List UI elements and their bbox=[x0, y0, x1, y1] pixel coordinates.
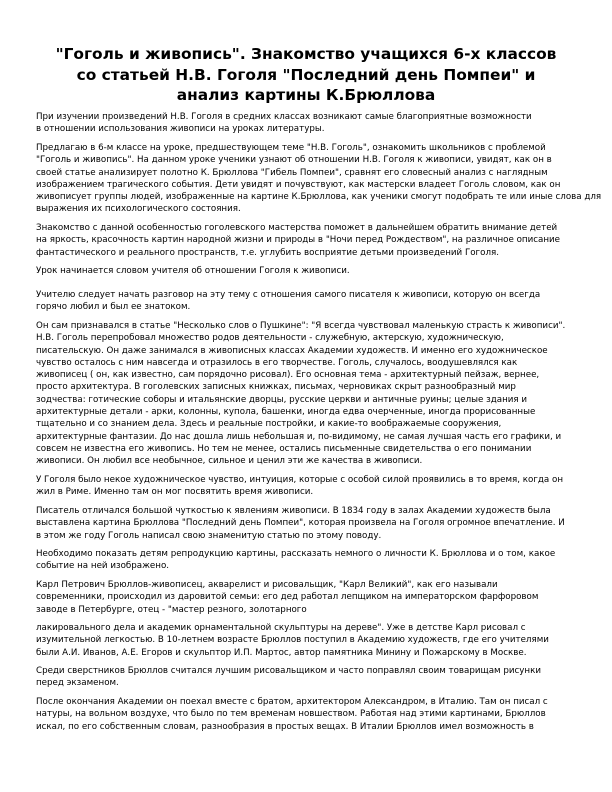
page-title bbox=[30, 44, 582, 106]
paragraph-gogol-artist bbox=[36, 320, 584, 468]
text-line: натуры, на вольном воздухе, что было по тем временам новшеством. Работая над этими картинами, Брюллов bbox=[36, 709, 546, 720]
text-line: горячо любил и был ее знатоком. bbox=[36, 302, 191, 313]
text-line: зодчества: готические соборы и итальянские дворцы, русские церкви и античные руины; целые здания и bbox=[36, 394, 528, 405]
text-line: Среди сверстников Брюллов считался лучшим рисовальщиком и часто поправлял своим товарищам рисунки bbox=[36, 666, 541, 676]
text-line: Предлагаю в 6-м классе на уроке, предшествующем теме "Н.В. Гоголь", ознакомить школьников с проблемой bbox=[36, 143, 546, 153]
text-line: архитектурные детали - арки, колонны, купола, башенки, иногда едва очерченные, иногда прорисованные bbox=[36, 407, 536, 418]
text-line: чувство осталось с ним навсегда и отразилось в его творчестве. Гоголь, случалось, воодушевлялся как bbox=[36, 357, 518, 368]
text-line: живописует группы людей, изображенные на картине К.Брюллова, как ученики смогут подобрать те или иные слова для bbox=[36, 192, 602, 203]
paragraph-mastery bbox=[36, 222, 584, 259]
text-line: Урок начинается словом учителя об отношении Гоголя к живописи. bbox=[36, 266, 350, 276]
text-line: жил в Риме. Именно там он мог посвятить время живописи. bbox=[36, 487, 314, 498]
text-line: У Гоголя было некое художническое чувство, интуиция, которые с особой силой проявились в то время, когда он bbox=[36, 475, 563, 485]
text-line: Учителю следует начать разговор на эту тему с отношения самого писателя к живописи, которую он всегда bbox=[36, 290, 541, 300]
text-line: искал, по его собственным словам, разнообразия в простых вещах. В Италии Брюллов имел возможность в bbox=[36, 721, 534, 732]
text-line: При изучении произведений Н.В. Гоголя в средних классах возникают самые благоприятные возможности bbox=[36, 112, 532, 122]
paragraph-exhibition bbox=[36, 505, 584, 542]
paragraph-draftsman bbox=[36, 665, 584, 690]
text-line: событие на ней изображено. bbox=[36, 561, 170, 572]
paragraph-academy bbox=[36, 622, 584, 659]
text-line: Н.В. Гоголь перепробовал множество родов деятельности - служебную, актерскую, художническую, bbox=[36, 333, 504, 344]
text-line: на яркость, красочность картин народной жизни и природы в "Ночи перед Рождеством", на различное описание bbox=[36, 235, 560, 246]
text-line: заводе в Петербурге, отец - "мастер резного, золотарного bbox=[36, 604, 307, 615]
text-line: живописи. Он любил все необычное, сильное и ценил эти же качества в живописи. bbox=[36, 456, 423, 467]
paragraph-reproduction bbox=[36, 548, 584, 573]
text-line: лакировального дела и академик орнаментальной скульптуры на дереве". Уже в детстве Карл рисовал с bbox=[36, 623, 526, 633]
text-line: фантастического и реального пространств, т.е. углубить восприятие детьми произведений Гоголя. bbox=[36, 247, 499, 258]
text-line: просто архитектура. В гоголевских записных книжках, письмах, черновиках скрыт разнообразный мир bbox=[36, 382, 516, 393]
text-line: совсем не известна его живопись. Но тем не менее, остались письменные свидетельства о его понимании bbox=[36, 443, 532, 454]
paragraph-rome bbox=[36, 474, 584, 499]
text-line: в отношении использования живописи на уроках литературы. bbox=[36, 124, 325, 135]
title-line: анализ картины К.Брюллова bbox=[176, 86, 436, 104]
text-line: живописец ( он, как известно, сам порядочно рисовал). Его основная тема - архитектурный пейзаж, вернее, bbox=[36, 370, 540, 381]
paragraph-intro bbox=[36, 111, 584, 136]
text-line: тщательно и со знанием дела. Здесь и реальные постройки, и какие-то воображаемые сооружения, bbox=[36, 419, 502, 430]
text-line: перед экзаменом. bbox=[36, 678, 119, 689]
text-line: выставлена картина Брюллова "Последний день Помпеи", которая произвела на Гоголя огромное впечатление. И bbox=[36, 518, 565, 529]
text-line: Знакомство с данной особенностью гоголевского мастерства поможет в дальнейшем обратить внимание детей bbox=[36, 223, 558, 233]
paragraph-lesson-start bbox=[36, 265, 584, 277]
paragraph-lesson-plan bbox=[36, 142, 602, 216]
text-line: писательскую. Он даже занимался в живописных классах Академии художеств. И именно его художническое bbox=[36, 345, 548, 356]
text-line: Карл Петрович Брюллов-живописец, акварелист и рисовальщик, "Карл Великий", как его называли bbox=[36, 580, 498, 590]
text-line: современники, происходил из даровитой семьи: его дед работал лепщиком на императорском фарфоровом bbox=[36, 592, 539, 603]
title-line: "Гоголь и живопись". Знакомство учащихся 6-х классов bbox=[55, 45, 557, 63]
text-line: После окончания Академии он поехал вместе с братом, архитектором Александром, в Италию. Там он писал с bbox=[36, 697, 548, 707]
text-line: изумительной легкостью. В 10-летнем возрасте Брюллов поступил в Академию художеств, где его учителями bbox=[36, 635, 549, 646]
text-line: в этом же году Гоголь написал свою знаменитую статью по этому поводу. bbox=[36, 530, 382, 541]
paragraph-teacher bbox=[36, 289, 584, 314]
text-line: "Гоголь и живопись". На данном уроке ученики узнают об отношении Н.В. Гоголя к живописи, увидят, как он в bbox=[36, 155, 552, 166]
text-line: Необходимо показать детям репродукцию картины, рассказать немного о личности К. Брюллова и о том, какое bbox=[36, 549, 556, 559]
text-line: своей статье анализирует полотно К. Брюллова "Гибель Помпеи", сравнят его словесный анализ с наглядным bbox=[36, 167, 548, 178]
paragraph-bryullov-bio bbox=[36, 579, 584, 616]
title-line: со статьей Н.В. Гоголя "Последний день Помпеи" и bbox=[76, 65, 536, 84]
text-line: выражения их психологического состояния. bbox=[36, 204, 241, 215]
text-line: Писатель отличался большой чуткостью к явлениям живописи. В 1834 году в залах Академии художеств была bbox=[36, 506, 551, 516]
text-line: были А.И. Иванов, А.Е. Егоров и скульптор И.П. Мартос, автор памятника Минину и Пожарскому в Москве. bbox=[36, 647, 527, 658]
text-line: Он сам признавался в статье "Несколько слов о Пушкине": "Я всегда чувствовал маленькую страсть к живописи". bbox=[36, 321, 566, 331]
text-line: изображением трагического события. Дети увидят и почувствуют, как мастерски владеет Гоголь словом, как он bbox=[36, 179, 561, 190]
paragraph-italy bbox=[36, 696, 584, 733]
text-line: архитектурные фантазии. До нас дошла лишь небольшая и, по-видимому, не самая лучшая часть его графики, и bbox=[36, 431, 562, 442]
